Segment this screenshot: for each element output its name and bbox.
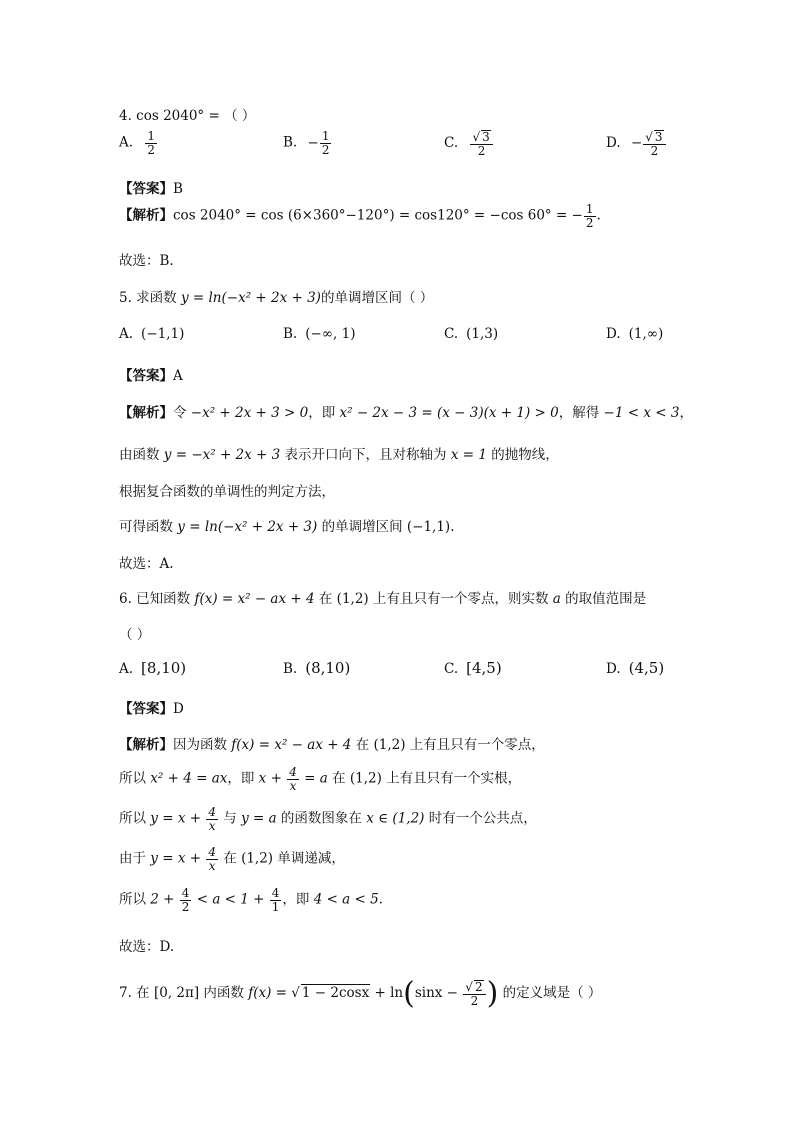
q5-answer: 【答案】A bbox=[119, 368, 183, 384]
q4-answer: 【答案】B bbox=[119, 181, 183, 197]
q4-option-b[interactable]: B. − $\frac{1}{2}$ bbox=[283, 129, 330, 157]
q4-conclusion: 故选：B. bbox=[119, 253, 174, 269]
q6-option-d[interactable]: D. (4,5) bbox=[606, 659, 665, 677]
q5-option-a[interactable]: A. (−1,1) bbox=[119, 326, 185, 342]
q5-analysis-line1: 【解析】令 −x² + 2x + 3 > 0，即 x² − 2x − 3 = (x − 3)(x + 1) > 0，解得 −1 < x < 3， bbox=[119, 405, 693, 421]
q6-option-a[interactable]: A. [8,10) bbox=[119, 659, 187, 677]
q6-option-c[interactable]: C. [4,5) bbox=[444, 659, 502, 677]
q6-analysis-line3: 所以 y = x + $\frac{4}{x}$ 与 y = a 的函数图象在 x ∈ (1,2) 时有一个公共点， bbox=[119, 805, 537, 833]
q4-option-d[interactable]: D. − √ $\frac{3}{2}$ bbox=[606, 130, 667, 157]
q6-stem: 6. 已知函数 f(x) = x² − ax + 4 在 (1,2) 上有且只有一个零点，则实数 a 的取值范围是 bbox=[119, 591, 647, 607]
q5-option-b[interactable]: B. (−∞, 1) bbox=[283, 326, 356, 342]
q4-analysis: 【解析】cos 2040° = cos (6×360°−120°) = cos120° = −cos 60° = − $\frac{1}{2}$ . bbox=[119, 202, 601, 230]
q7-stem: 7. 在 [0, 2π] 内函数 f(x) = √ 1 − 2cosx + ln(sinx − √ $\frac{2}{2}$ ) 的定义域是（ ） bbox=[119, 976, 601, 1011]
q5-analysis-line4: 可得函数 y = ln(−x² + 2x + 3) 的单调增区间 (−1,1). bbox=[119, 519, 455, 535]
q5-stem: 5. 求函数 y = ln(−x² + 2x + 3)的单调增区间（ ） bbox=[119, 290, 434, 306]
q6-answer: 【答案】D bbox=[119, 701, 184, 717]
q6-analysis-line2: 所以 x² + 4 = ax，即 x + $\frac{4}{x}$ = a 在 (1,2) 上有且只有一个实根， bbox=[119, 765, 522, 793]
q6-stem-paren: （ ） bbox=[119, 627, 151, 643]
q5-analysis-line3: 根据复合函数的单调性的判定方法， bbox=[119, 484, 335, 500]
q6-option-b[interactable]: B. (8,10) bbox=[283, 659, 351, 677]
q4-stem: 4. cos 2040° = （ ） bbox=[119, 108, 256, 124]
q6-conclusion: 故选：D. bbox=[119, 939, 175, 955]
q5-conclusion: 故选：A. bbox=[119, 556, 174, 572]
q5-option-c[interactable]: C. (1,3) bbox=[444, 326, 499, 342]
q5-analysis-line2: 由函数 y = −x² + 2x + 3 表示开口向下，且对称轴为 x = 1 的抛物线， bbox=[119, 447, 559, 463]
q6-analysis-line5: 所以 2 + $\frac{4}{2}$ < a < 1 + $\frac{4}{1}$ ，即 4 < a < 5. bbox=[119, 886, 383, 914]
q5-option-d[interactable]: D. (1,∞) bbox=[606, 326, 664, 342]
q4-option-a[interactable]: A. $\frac{1}{2}$ bbox=[119, 129, 155, 157]
q4-option-c[interactable]: C. √ $\frac{3}{2}$ bbox=[444, 130, 494, 157]
q6-analysis-line1: 【解析】因为函数 f(x) = x² − ax + 4 在 (1,2) 上有且只有一个零点， bbox=[119, 737, 545, 753]
q6-analysis-line4: 由于 y = x + $\frac{4}{x}$ 在 (1,2) 单调递减， bbox=[119, 845, 345, 873]
